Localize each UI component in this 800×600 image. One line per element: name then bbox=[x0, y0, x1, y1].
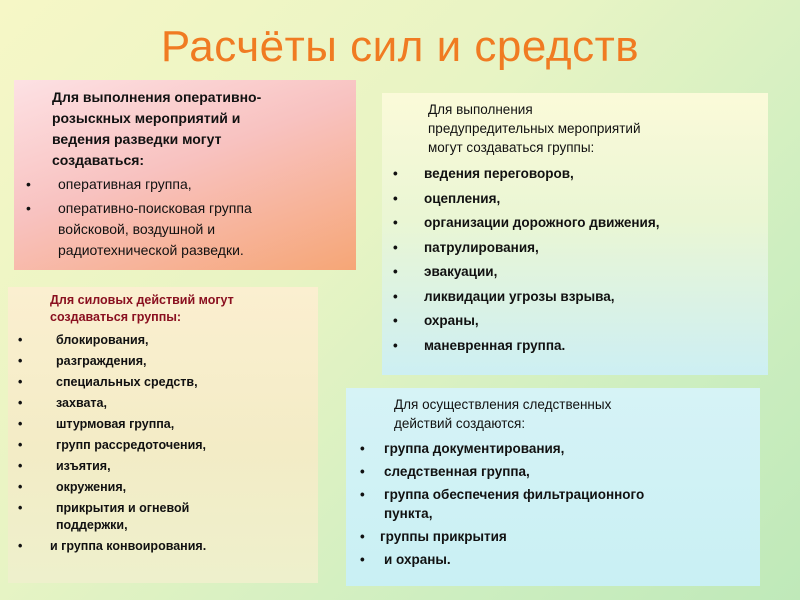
list-item: • охраны, bbox=[392, 309, 758, 334]
list-item: • захвата, bbox=[16, 395, 310, 412]
investigative-list bbox=[356, 439, 750, 569]
list-item: • патрулирования, bbox=[392, 236, 758, 261]
list-item: • блокирования, bbox=[16, 332, 310, 349]
list-item: • специальных средств, bbox=[16, 374, 310, 391]
list-item: • организации дорожного движения, bbox=[392, 211, 758, 236]
list-item: • маневренная группа. bbox=[392, 334, 758, 359]
force-actions-box bbox=[8, 287, 318, 583]
list-item: • штурмовая группа, bbox=[16, 416, 310, 433]
force-list bbox=[16, 332, 310, 555]
operative-search-box bbox=[14, 80, 356, 270]
list-item: • ведения переговоров, bbox=[392, 162, 758, 187]
investigative-actions-box bbox=[346, 388, 760, 586]
list-item: • оцепления, bbox=[392, 187, 758, 212]
force-intro: Для силовых действий могут создаваться группы: bbox=[50, 293, 234, 324]
list-item: • изъятия, bbox=[16, 458, 310, 475]
list-item: • ликвидации угрозы взрыва, bbox=[392, 285, 758, 310]
preventive-measures-box bbox=[382, 93, 768, 375]
list-item: • окружения, bbox=[16, 479, 310, 496]
preventive-list bbox=[392, 162, 758, 358]
list-item: • оперативно-поисковая группа войсковой, воздушной и радиотехнической разведки. bbox=[24, 198, 346, 261]
list-item: • прикрытия и огневой поддержки, bbox=[16, 500, 310, 534]
list-item: • разграждения, bbox=[16, 353, 310, 370]
preventive-intro: Для выполнения предупредительных мероприятий могут создаваться группы: bbox=[428, 102, 641, 155]
list-item: • оперативная группа, bbox=[24, 174, 346, 195]
list-item: • и группа конвоирования. bbox=[16, 538, 310, 555]
operative-intro: Для выполнения оперативно- розыскных мероприятий и ведения разведки могут создаваться: bbox=[52, 89, 262, 168]
list-item: • эвакуации, bbox=[392, 260, 758, 285]
list-item: • группа документирования, bbox=[356, 439, 750, 458]
operative-list bbox=[24, 174, 346, 261]
list-item: • групп рассредоточения, bbox=[16, 437, 310, 454]
list-item: • группа обеспечения фильтрационного пункта, bbox=[356, 485, 750, 523]
investigative-intro: Для осуществления следственных действий создаются: bbox=[394, 397, 612, 431]
list-item: • группы прикрытия bbox=[356, 527, 750, 546]
slide-title: Расчёты сил и средств bbox=[160, 22, 640, 71]
list-item: • и охраны. bbox=[356, 550, 750, 569]
list-item: • следственная группа, bbox=[356, 462, 750, 481]
